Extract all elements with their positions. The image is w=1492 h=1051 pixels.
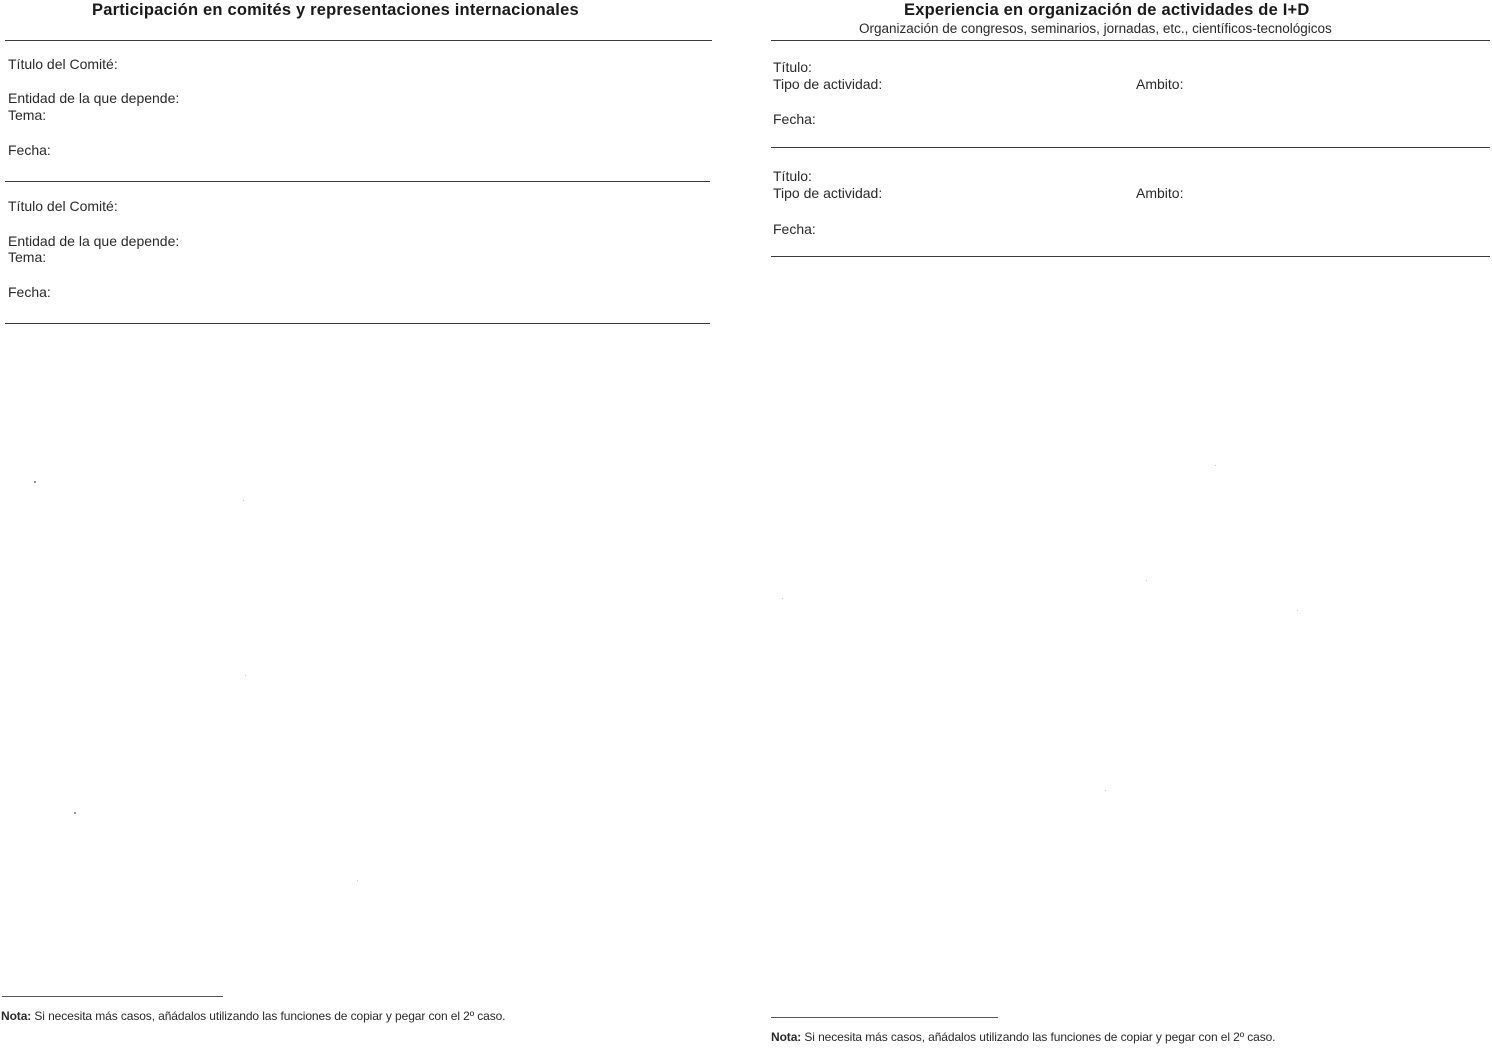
right-entry-divider (771, 256, 1490, 257)
left-section-title: Participación en comités y representaciones internacionales (92, 1, 579, 19)
right-title-divider (771, 40, 1490, 41)
right-section-title: Experiencia en organización de actividades de I+D (904, 1, 1310, 19)
scan-speck (245, 675, 246, 676)
right-footnote (771, 1030, 1275, 1044)
left-footnote-rule (2, 996, 223, 997)
right-entry-divider (771, 147, 1490, 148)
scan-speck (1297, 610, 1298, 611)
scan-speck (243, 500, 244, 501)
entidad-label: Entidad de la que depende: (8, 233, 180, 249)
ambito-label: Ambito: (1136, 185, 1184, 201)
titulo-label: Título: (773, 59, 812, 75)
right-footnote-rule (771, 1017, 998, 1018)
scan-speck (1105, 790, 1106, 791)
left-entry-divider (5, 181, 710, 182)
fecha-label: Fecha: (773, 221, 816, 237)
tema-label: Tema: (8, 107, 47, 123)
scan-speck (1215, 465, 1216, 466)
titulo-comite-label: Título del Comité: (8, 198, 118, 214)
note-text: Si necesita más casos, añádalos utilizando las funciones de copiar y pegar con el 2º caso. (31, 1009, 506, 1023)
note-label: Nota: (1, 1009, 32, 1023)
titulo-label: Título: (773, 168, 812, 184)
tema-label: Tema: (8, 249, 47, 265)
left-footnote (1, 1009, 505, 1023)
tipo-actividad-label: Tipo de actividad: (773, 76, 883, 92)
scan-speck (74, 812, 76, 814)
scan-speck (782, 598, 783, 599)
scan-speck (357, 880, 358, 881)
fecha-label: Fecha: (8, 284, 51, 300)
ambito-label: Ambito: (1136, 76, 1184, 92)
note-label: Nota: (771, 1030, 802, 1044)
scan-speck (34, 481, 36, 483)
left-title-divider (5, 40, 712, 41)
titulo-comite-label: Título del Comité: (8, 56, 118, 72)
left-entry-divider (5, 323, 710, 324)
tipo-actividad-label: Tipo de actividad: (773, 185, 883, 201)
scan-speck (1146, 580, 1147, 581)
fecha-label: Fecha: (8, 142, 51, 158)
entidad-label: Entidad de la que depende: (8, 90, 180, 106)
note-text: Si necesita más casos, añádalos utilizando las funciones de copiar y pegar con el 2º caso. (801, 1030, 1276, 1044)
right-section-subtitle: Organización de congresos, seminarios, jornadas, etc., científicos-tecnológicos (859, 21, 1332, 36)
fecha-label: Fecha: (773, 111, 816, 127)
